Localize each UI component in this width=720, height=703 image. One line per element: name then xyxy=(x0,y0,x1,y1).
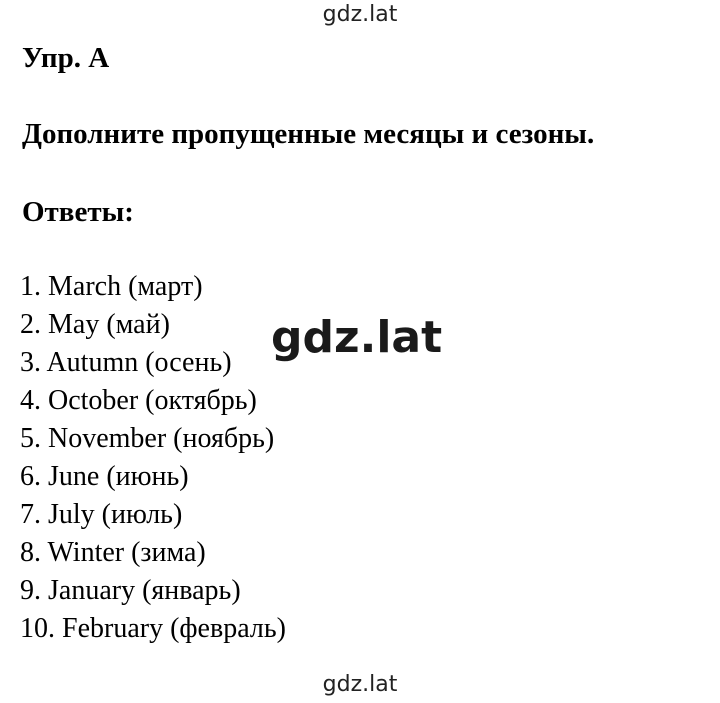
answer-item: 10. February (февраль) xyxy=(20,613,286,644)
answer-item: 7. July (июль) xyxy=(20,499,183,530)
answer-item: 1. March (март) xyxy=(20,271,203,302)
answer-item: 8. Winter (зима) xyxy=(20,537,206,568)
task-instruction: Дополните пропущенные месяцы и сезоны. xyxy=(22,118,595,150)
answer-item: 9. January (январь) xyxy=(20,575,241,606)
answer-item: 2. May (май) xyxy=(20,309,170,340)
watermark-center: gdz.lat xyxy=(271,312,443,363)
answer-item: 6. June (июнь) xyxy=(20,461,189,492)
answer-item: 4. October (октябрь) xyxy=(20,385,257,416)
watermark-bottom: gdz.lat xyxy=(322,672,398,697)
answer-item: 5. November (ноябрь) xyxy=(20,423,275,454)
watermark-top: gdz.lat xyxy=(322,2,398,27)
answers-list xyxy=(20,268,286,648)
answer-item: 3. Autumn (осень) xyxy=(20,347,232,378)
exercise-title: Упр. A xyxy=(22,42,110,74)
answers-heading: Ответы: xyxy=(22,196,134,228)
